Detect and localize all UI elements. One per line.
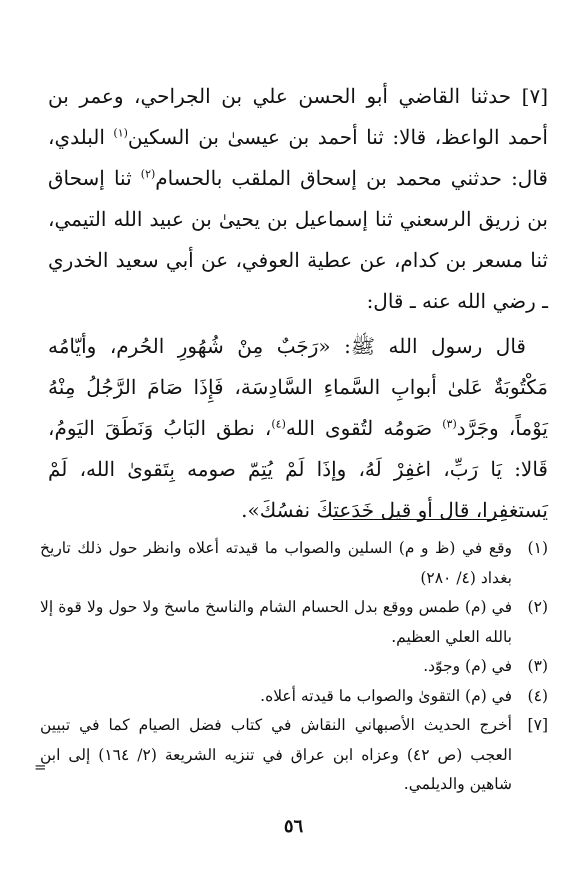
footnote-text: في (م) طمس ووقع بدل الحسام الشام والناسخ ماسخ ولا حول ولا قوة إلا بالله العلي العظيم. xyxy=(40,598,512,646)
footnote-divider xyxy=(333,519,497,520)
footnote-number: (١) xyxy=(527,539,548,557)
footnote-item xyxy=(40,652,548,682)
footnote-number: (٤) xyxy=(527,686,548,705)
matn-text-3: ، نطق البَابُ وَنَطَقَ اليَومُ، قَالا: يَا رَبِّ، اغفِرْ لَهُ، وإذَا لَمْ يُتِمّ صومه بِتَقوىٰ الله، لَمْ يَستغفِرا، قال أو قيل خَدَعتكَ نفسُكَ». xyxy=(48,416,548,522)
continuation-mark: = xyxy=(34,758,47,776)
footnotes-section xyxy=(40,534,548,800)
footnote-ref-3: (٣) xyxy=(442,417,457,431)
footnote-text: أخرج الحديث الأصبهاني النقاش في كتاب فضل الصيام كما في تبيين العجب (ص ٤٢) وعزاه ابن عراق في تنزيه الشريعة (٢/ ١٦٤) إلى ابن شاهين والديلمي. xyxy=(40,716,513,793)
footnote-item xyxy=(40,593,548,652)
footnote-text: في (م) وجوّد. xyxy=(423,657,512,675)
isnad-text-3: ثنا إسحاق بن زريق الرسعني ثنا إسماعيل بن يحيىٰ بن عبيد الله التيمي، ثنا مسعر بن كدام، عن عطية العوفي، عن أبي سعيد الخدري ـ رضي الله عنه ـ قال: xyxy=(48,166,548,313)
page-number: ٥٦ xyxy=(283,816,304,837)
footnote-text: وقع في (ظ و م) السلين والصواب ما قيدته أعلاه وانظر حول ذلك تاريخ بغداد (٤/ ٢٨٠) xyxy=(40,539,512,587)
footnote-text: في (م) التقوىٰ والصواب ما قيدته أعلاه. xyxy=(260,686,512,705)
main-text xyxy=(48,76,548,531)
footnote-number: [٧] xyxy=(527,716,548,734)
matn-text-2: صَومُه لتُقوى الله xyxy=(285,416,443,440)
isnad-text-2: البلدي، قال: حدثني محمد بن إسحاق الملقب بالحسام xyxy=(48,125,548,190)
footnote-ref-4: (٤) xyxy=(271,417,286,431)
matn-text-1: قال رسول الله ﷺ: «رَجَبٌ مِنْ شُهُورِ الحُرم، وأيّامُه مَكْتُوبَةٌ عَلىٰ أبوابِ السَّماءِ السَّادِسَة، فَإِذَا صَامَ الرَّجُلُ مِنْهُ يَوْماً، وجَرَّد xyxy=(48,334,548,440)
footnote-item xyxy=(40,711,548,800)
hadith-matn-paragraph xyxy=(48,326,548,531)
footnote-item xyxy=(40,682,548,712)
footnote-number: (٢) xyxy=(527,598,548,616)
footnote-ref-2: (٢) xyxy=(140,167,156,181)
hadith-isnad-paragraph xyxy=(48,76,548,322)
footnote-ref-1: (١) xyxy=(113,126,128,140)
isnad-text-1: [٧] حدثنا القاضي أبو الحسن علي بن الجراحي، وعمر بن أحمد الواعظ، قالا: ثنا أحمد بن عيسىٰ بن السكين xyxy=(48,84,548,149)
footnote-number: (٣) xyxy=(527,657,548,675)
footnote-item xyxy=(40,534,548,593)
